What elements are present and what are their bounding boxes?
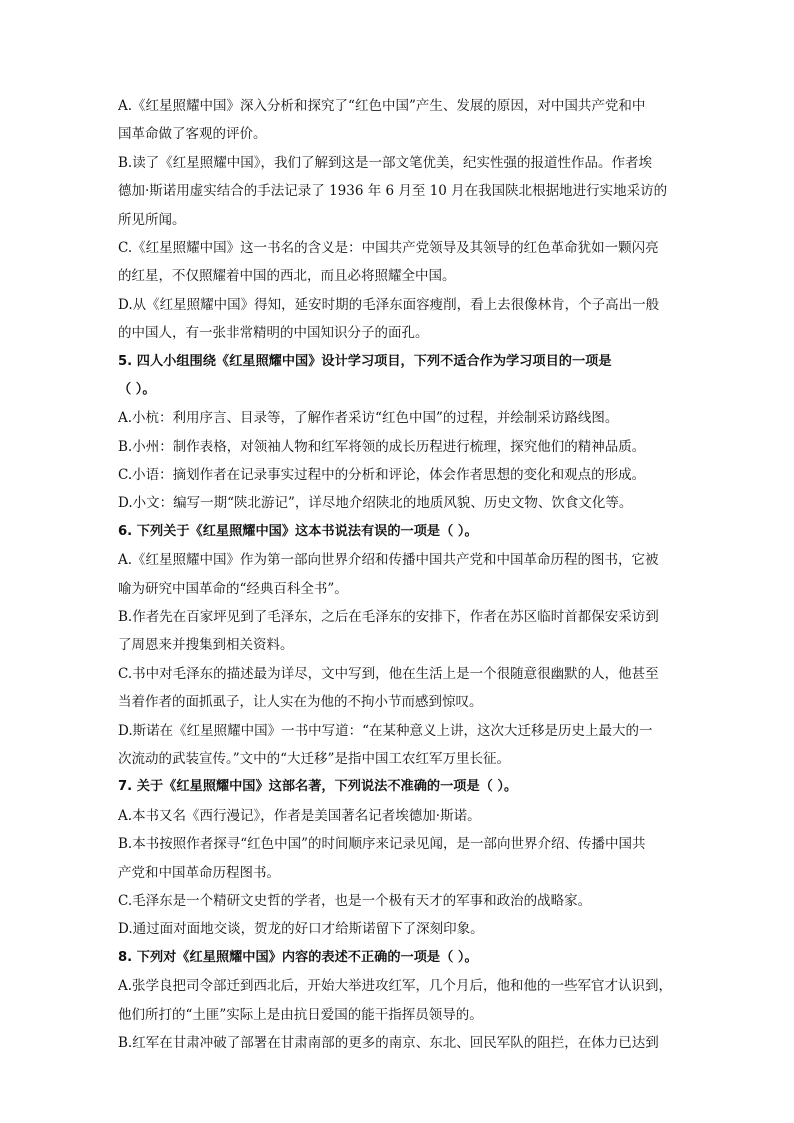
answer-option [118, 802, 680, 830]
answer-option [118, 546, 680, 603]
text-line: D.通过面对面地交谈，贺龙的好口才给斯诺留下了深刻印象。 [118, 921, 484, 938]
text-line: 8. 下列对《红星照耀中国》内容的表述不正确的一项是（ ）。 [118, 949, 478, 965]
text-line: B.小州：制作表格，对领袖人物和红军将领的成长历程进行梳理，探究他们的精神品质。 [118, 438, 646, 455]
text-line: B.读了《红星照耀中国》，我们了解到这是一部文笔优美，纪实性强的报道性作品。作者埃 [118, 154, 652, 171]
text-line: 的红星，不仅照耀着中国的西北，而且必将照耀全中国。 [118, 268, 456, 285]
question-stem [118, 944, 680, 972]
answer-option [118, 461, 680, 489]
text-line: 5. 四人小组围绕《红星照耀中国》设计学习项目，下列不适合作为学习项目的一项是 [118, 353, 612, 369]
text-line: 产党和中国革命历程图书。 [118, 864, 280, 881]
answer-option [118, 915, 680, 943]
question-stem [118, 518, 680, 546]
text-line: 当着作者的面抓虱子，让人实在为他的不拘小节而感到惊叹。 [118, 694, 483, 711]
text-line: 了周恩来并搜集到相关资料。 [118, 637, 294, 654]
answer-option [118, 887, 680, 915]
text-line: C.毛泽东是一个精研文史哲的学者，也是一个极有天才的军事和政治的战略家。 [118, 892, 592, 909]
text-line: 国革命做了客观的评价。 [118, 126, 267, 143]
answer-option [118, 972, 680, 1029]
answer-option [118, 603, 680, 660]
answer-option [118, 92, 680, 149]
text-line: D.斯诺在《红星照耀中国》一书中写道：“在某种意义上讲，这次大迁移是历史上最大的一 [118, 722, 653, 739]
text-line: C.小语：摘划作者在记录事实过程中的分析和评论，体会作者思想的变化和观点的形成。 [118, 467, 646, 484]
answer-option [118, 660, 680, 717]
text-line: B.作者先在百家坪见到了毛泽东，之后在毛泽东的安排下，作者在苏区临时首都保安采访到 [118, 609, 659, 626]
answer-option [118, 234, 680, 291]
question-list [118, 92, 680, 1057]
text-line: A.《红星照耀中国》作为第一部向世界介绍和传播中国共产党和中国革命历程的图书，它被 [118, 552, 659, 569]
answer-option [118, 433, 680, 461]
answer-option [118, 489, 680, 517]
text-line: （ ）。 [118, 381, 156, 397]
question-stem [118, 773, 680, 801]
text-line: C.《红星照耀中国》这一书名的含义是：中国共产党领导及其领导的红色革命犹如一颗闪亮 [118, 239, 659, 256]
text-line: 的中国人，有一张非常精明的中国知识分子的面孔。 [118, 325, 429, 342]
text-line: 喻为研究中国革命的“经典百科全书”。 [118, 580, 348, 597]
answer-option [118, 830, 680, 887]
answer-option [118, 149, 680, 234]
text-line: 他们所打的“土匪”实际上是由抗日爱国的能干指挥员领导的。 [118, 1006, 483, 1023]
text-line: D.从《红星照耀中国》得知，延安时期的毛泽东面容瘦削，看上去很像林肯，个子高出一般 [118, 296, 660, 313]
answer-option [118, 717, 680, 774]
text-line: B.本书按照作者探寻“红色中国”的时间顺序来记录见闻，是一部向世界介绍、传播中国共 [118, 836, 646, 853]
text-line: 6. 下列关于《红星照耀中国》这本书说法有误的一项是（ ）。 [118, 523, 478, 539]
text-line: A.小杭：利用序言、目录等，了解作者采访“红色中国”的过程，并绘制采访路线图。 [118, 410, 619, 427]
text-line: 所见所闻。 [118, 211, 186, 228]
answer-option [118, 291, 680, 348]
text-line: A.《红星照耀中国》深入分析和探究了“红色中国”产生、发展的原因，对中国共产党和中 [118, 98, 646, 114]
text-line: 7. 关于《红星照耀中国》这部名著，下列说法不准确的一项是（ ）。 [118, 779, 518, 795]
text-line: C.书中对毛泽东的描述最为详尽，文中写到，他在生活上是一个很随意很幽默的人，他甚至 [118, 665, 659, 682]
text-line: A.张学良把司令部迁到西北后，开始大举进攻红军，几个月后，他和他的一些军官才认识到， [118, 978, 673, 995]
answer-option [118, 404, 680, 432]
answer-option [118, 1029, 680, 1057]
text-line: B.红军在甘肃冲破了部署在甘肃南部的更多的南京、东北、回民军队的阻拦，在体力已达到 [118, 1034, 659, 1051]
text-line: A.本书又名《西行漫记》，作者是美国著名记者埃德加·斯诺。 [118, 807, 481, 824]
text-line: 次流动的武装宣传。”文中的“大迁移”是指中国工农红军万里长征。 [118, 750, 510, 767]
question-stem [118, 348, 680, 405]
text-line: D.小文：编写一期“陕北游记”，详尽地介绍陕北的地质风貌、历史文物、饮食文化等。 [118, 495, 633, 512]
text-line: 德加·斯诺用虚实结合的手法记录了 1936 年 6 月至 10 月在我国陕北根据地进行实地采访的 [118, 183, 668, 200]
